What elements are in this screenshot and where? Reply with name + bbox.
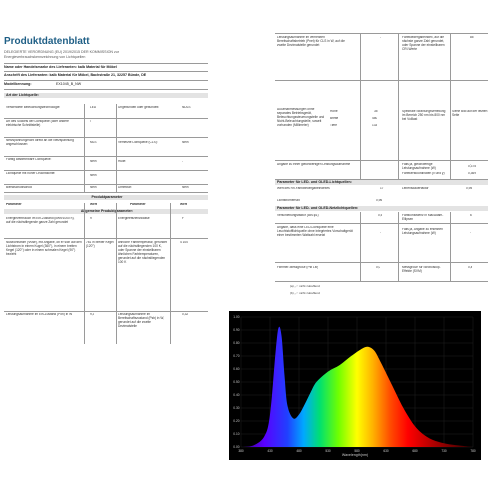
model-value: EX1045_B_NW [56,82,82,86]
row-high-luminance-value: Nein [90,174,97,177]
x-axis-label: Wavelength(nm) [341,453,369,457]
spectrum-chart-frame [229,311,481,460]
row-dimensions-label: Außenabmessungen ohne separates Betriebsgerät, Beleuchtungssteuerungsteile und Nicht-Beleuchtungsteile, soweit vorhanden (Millimeter) [277,108,325,127]
supplier-name: Name oder Handelsmarke des Lieferanten: kalb Material für Möbel [4,65,117,69]
row-dimmable-label: Dimmbar: [118,186,132,189]
y-tick-label: 1.00 [233,315,240,320]
divider [275,33,488,34]
column-rule [450,33,451,179]
y-tick-label: 0.30 [233,406,240,411]
x-tick-label: 380 [238,449,244,453]
row-replaced-power-value: - [470,231,472,234]
col-head-parameter: Parameter [6,203,22,206]
section-led-mains-parameters: Parameter für LED- und OLED-Netzlichtquellen: [275,206,488,211]
row-socket-label: Art des Sockels der Lichtquelle (oder andere elektrische Schnittstelle) [6,120,69,127]
divider [4,192,208,193]
row-tunable-label: Farbig abstimmbare Lichtquelle: [6,158,52,161]
row-on-power-label: Leistungsaufnahme im Ein-Zustand (Pon) in W [6,313,73,316]
dim-depth-label: Tiefe [330,124,337,127]
section-product-parameters: Produktparameter [4,195,208,200]
row-lumen-maintenance-label: Lichtstromerhalt [277,199,300,202]
row-tunable-value: Nein [90,160,97,163]
row-spectrum-label: Spektrale Strahlungsverteilung im Bereich 250 nm bis 800 nm bei Volllast [402,110,446,121]
column-rule [360,212,361,281]
divider [275,262,488,263]
row-network-standby-value: - [380,36,382,39]
divider [4,311,208,312]
row-cls-value: Nein [182,141,189,144]
row-survival-value: 0,95 [466,187,473,190]
column-rule [84,104,85,192]
row-mains-value: MLS [90,141,97,144]
column-rule [360,33,361,179]
row-glare-value: Nein [90,186,97,189]
row-survival-label: Lebensdauerfaktor [402,187,429,190]
y-tick-label: 0.20 [233,419,240,424]
row-energy-label: Energieverbrauch im Ein-Zustand (kWh/1000 h), auf die nächstliegende ganze Zahl gerundet [6,217,75,224]
footnote-b: (b) „-“: nicht zutreffend; [290,292,321,295]
col-head-value-2: Wert [180,203,188,206]
divider [275,80,488,81]
row-cct-value: 4 100 [180,241,188,244]
row-on-power-value: 9,3 [90,313,95,316]
dim-depth-value: 133 [372,124,378,127]
row-dimmable-value: Nein [182,186,189,189]
row-tech-label: Verwendete Beleuchtungstechnologie: [6,106,61,109]
row-equivalent-power-label: Falls ja, gleichwertige Leistungsaufnahme (W) [402,163,436,170]
row-high-luminance-label: Lichtquelle mit hoher Leuchtdichte: [6,172,56,175]
x-tick-label: 730 [441,449,447,453]
section-led-parameters: Parameter für LED- und OLED-Lichtquellen: [275,180,488,185]
x-tick-label: 630 [383,449,389,453]
row-standby-label: Leistungsaufnahme im Bereitschaftszustand (Psb) in W, gerundet auf die zweite Dezimalstelle [118,313,165,328]
row-equivalent-power-value: - [470,163,472,166]
divider [275,223,488,224]
divider [275,281,488,282]
divider [4,118,208,119]
x-tick-label: 530 [325,449,331,453]
row-replaces-fluorescent-value: - [380,231,382,234]
divider [4,238,208,239]
row-chromaticity-label: Farbwertkoordinaten (x und y) [402,172,445,175]
column-rule [116,203,117,344]
row-luminous-flux-value: 781 in breiter Kegel (120°) [86,241,114,248]
y-tick-label: 0.00 [233,445,240,450]
x-tick-label: 580 [354,449,360,453]
dim-height-label: Höhe [330,110,338,113]
y-tick-label: 0.60 [233,367,240,372]
y-axis-ticks [233,315,239,449]
row-tech-value: LED [90,106,97,109]
column-rule [84,203,85,344]
row-directional-label: Ungebündelt oder gebündelt: [118,106,160,109]
y-tick-label: 0.50 [233,380,240,385]
row-displacement-label: Verschiebungsfaktor (cos φ1) [277,214,319,217]
row-envelope-value: - [182,160,184,163]
y-tick-label: 0.80 [233,341,240,346]
divider [4,170,208,171]
row-efficiency-class-label: Energieeffizienzklasse [118,217,150,220]
dim-width-value: 450 [372,117,378,120]
divider [4,156,208,157]
section-general-parameters: Allgemeine Produktparameter: [4,209,208,214]
row-equivalent-label: Angabe zu einer gleichwertigen Leistungsaufnahme [277,163,351,166]
row-glare-label: Blendschutzschild: [6,186,33,189]
dim-height-value: 35 [374,110,378,113]
row-spectrum-value: Siehe Bild auf der letzten Seite [452,110,488,117]
column-rule [170,203,171,344]
row-flicker-value: 0,0 [376,266,381,269]
divider [4,63,208,64]
row-color-consistency-value: 6 [470,214,472,217]
x-tick-label: 780 [470,449,476,453]
x-tick-label: 480 [296,449,302,453]
dim-width-label: Breite [330,117,339,120]
column-rule [116,104,117,192]
row-energy-value: 9 [90,217,92,220]
row-cri-value: 85 [470,36,474,39]
row-r9-value: 17 [380,187,384,190]
chromaticity-x: 0,375 [468,165,476,168]
divider [4,89,208,90]
x-tick-label: 430 [267,449,273,453]
row-cct-label: ähnliche Farbtemperatur, gerundet auf die nächstliegenden 100 K, oder Spanne der einstellbaren ähnlichen Farbtemperaturen, gerundet auf die nächstliegenden 100 K [118,241,167,264]
row-replaces-fluorescent-label: Angabe, dass eine LED-Lichtquelle eine Leuchtstofflichtquelle ohne integriertes Vorschaltgerät einer bestimmten Wattzahl ersetzt [277,226,353,237]
row-color-consistency-label: Farbkonsistenz in MacAdam-Ellipsen [402,214,444,221]
column-rule [398,33,399,179]
row-r9-label: Wert des R9-Farbwiedergabeindexes [277,187,330,190]
row-standby-value: 0,32 [182,313,189,316]
row-flicker-label: Flimmer-Messgröße (Pst LM) [277,266,319,269]
row-envelope-label: Hülle: [118,160,127,163]
regulation-line-1: DELEGIERTE VERORDNUNG (EU) 2019/2015 DER KOMMISSION zur [4,50,119,54]
row-network-standby-label: Leistungsaufnahme im vernetzten Bereitschaftsbetrieb (Pnet) für CLS in W, auf die zweite Dezimalstelle gerundet [277,36,345,47]
page-title: Produktdatenblatt [4,36,90,47]
column-rule [398,212,399,281]
row-mains-label: Netzspannung/nicht direkt an die Netzspannung angeschlossen: [6,139,74,146]
y-tick-label: 0.70 [233,354,240,359]
supplier-address: Anschrift des Lieferanten: kalb Material für Möbel, Bachstraße 21, 32257 Bünde, DE [4,73,147,77]
divider [4,80,208,81]
y-tick-label: 0.90 [233,328,240,333]
row-socket-value: / [90,120,91,123]
column-rule [450,212,451,281]
row-stroboscopic-value: 0,4 [468,266,473,269]
row-stroboscopic-label: Messgröße für Stroboskop-Effekte (SVM) [402,266,441,273]
row-luminous-flux-label: Nutzlichtstrom (Φuse), mit Angabe, ob er sich auf den Lichtstrom in einem Kugel (360°), in einem breiten Kegel (120°) oder in einem schmalen Kegel (90°) bezieht [6,241,82,256]
col-head-parameter-2: Parameter [130,203,146,206]
row-cls-label: Vernetzte Lichtquelle (CLS): [118,141,158,144]
footnote-a: (a) „-“: nicht zutreffend; [290,285,321,288]
divider [275,160,488,161]
col-head-value: Wert [90,203,98,206]
y-tick-label: 0.10 [233,432,240,437]
y-tick-label: 0.40 [233,393,240,398]
model-label: Modellkennung: [4,82,32,86]
divider [4,137,208,138]
row-displacement-value: 0,5 [378,214,383,217]
row-cri-label: Farbwiedergabeindex, auf die nächste ganze Zahl gerundet, oder Spanne der einstellbaren CRI-Werte [402,36,445,51]
spectral-distribution-chart [229,311,481,460]
divider [4,71,208,72]
divider [4,184,208,185]
row-lumen-maintenance-value: 0,96 [376,199,383,202]
row-replaced-power-label: Falls ja, Angabe zu ersetzten Leistungsaufnahme (W) [402,228,443,235]
section-light-source-type: Art der Lichtquelle: [4,93,208,98]
row-efficiency-class-value: F [182,217,184,220]
row-directional-value: NDLS [182,106,191,109]
x-tick-label: 680 [412,449,418,453]
chromaticity-y: 0,369 [468,172,476,175]
regulation-line-2: Energieverbrauchskennzeichnung von Lichtquellen [4,55,86,59]
